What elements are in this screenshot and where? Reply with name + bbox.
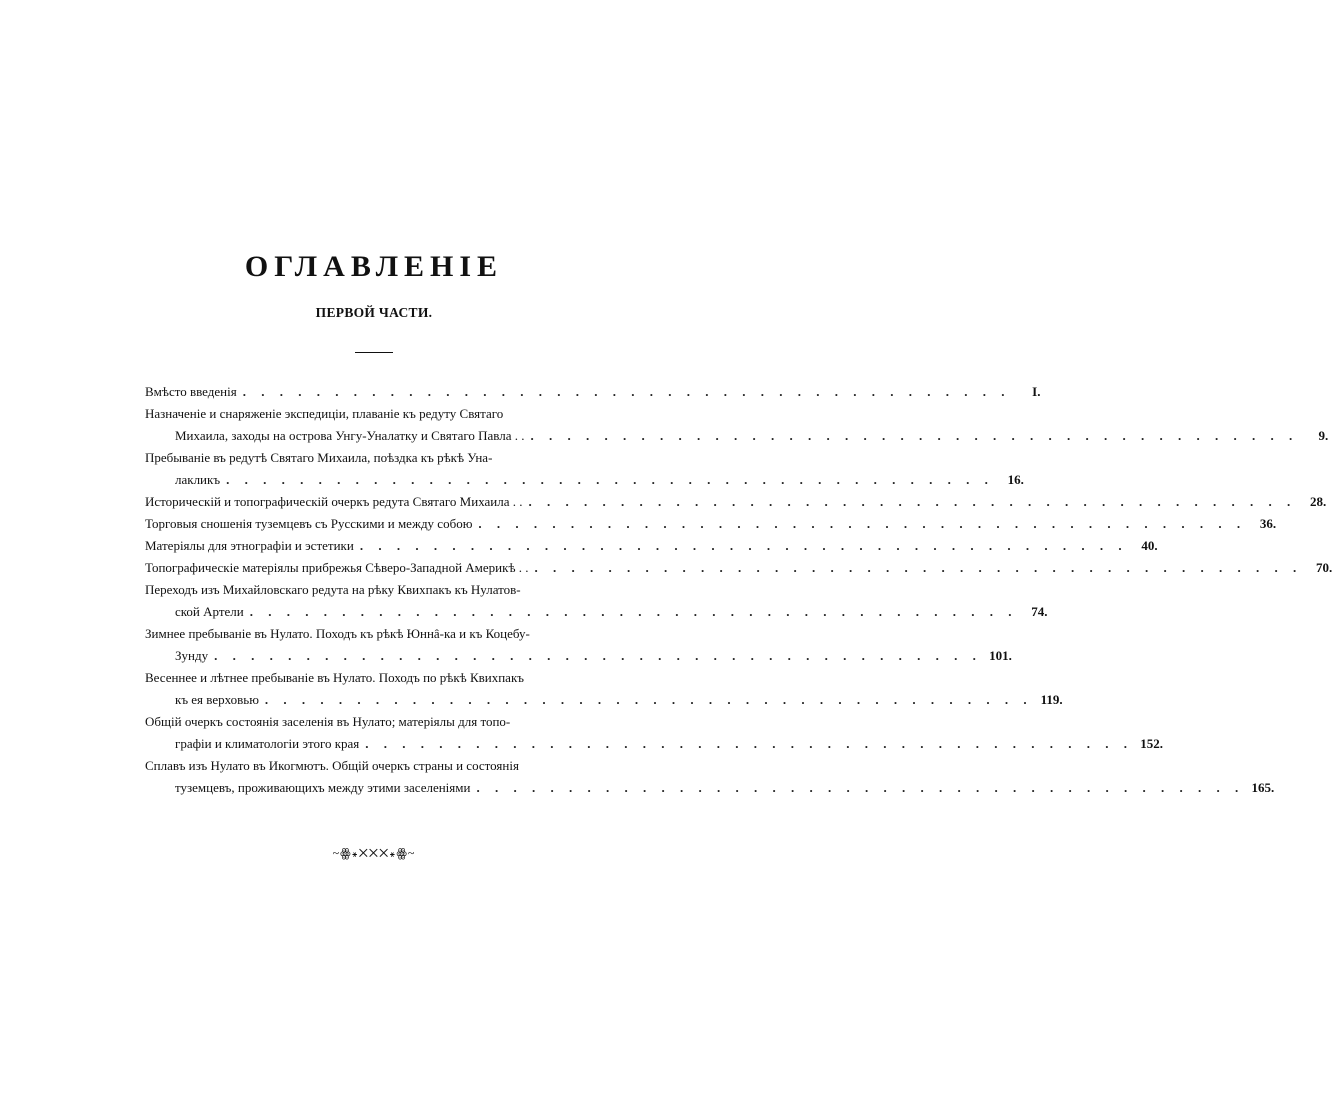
toc-entry-line	[145, 381, 1041, 403]
toc-entry	[145, 381, 1041, 403]
leader-dots: . . . . . . . . . . . . . . . . . . . . . . . . . . . . . . . . . . . . . . . . . .	[534, 560, 1303, 575]
toc-entry-text: Топографическіе матеріялы прибрежья Сѣверо-Западной Америкѣ . .	[145, 560, 529, 575]
toc-entry-line	[145, 403, 601, 425]
toc-page-number: 16.	[1007, 472, 1024, 487]
leader-dots: . . . . . . . . . . . . . . . . . . . . . . . . . . . . . . . . . . . . . . . . . .	[530, 428, 1299, 443]
toc-entry-text: Торговыя сношенія туземцевъ съ Русскими и между собою	[145, 516, 473, 531]
toc-entry-text: лакликъ	[175, 472, 221, 487]
toc-entry-text: Пребываніе въ редутѣ Святаго Михаила, поѣздка къ рѣкѣ Уна-	[145, 450, 493, 465]
leader-dots: . . . . . . . . . . . . . . . . . . . . . . . . . . . . . . . . . . . . . . . . . .	[242, 384, 1011, 399]
toc-entry-text: Переходъ изъ Михайловскаго редута на рѣку Квихпакъ къ Нулатов-	[145, 582, 521, 597]
toc-entry-text: туземцевъ, проживающихъ между этими заселеніями	[175, 780, 471, 795]
toc-entry-text: Общій очеркъ состоянія заселенія въ Нулато; матеріялы для топо-	[145, 714, 511, 729]
toc-entry	[145, 579, 1048, 623]
leader-dots: . . . . . . . . . . . . . . . . . . . . . . . . . . . . . . . . . . . . . . . . . .	[365, 736, 1134, 751]
toc-entry-line	[145, 447, 601, 469]
toc-entry-text: Назначеніе и снаряженіе экспедиціи, плаваніе къ редуту Святаго	[145, 406, 504, 421]
toc-entry-text: Историческій и топографическій очеркъ редута Святаго Михаила . .	[145, 494, 523, 509]
toc-page-number: 101.	[989, 648, 1012, 663]
toc-entry-line	[145, 535, 1158, 557]
toc-entry-line	[145, 425, 1329, 447]
toc-page-number: 28.	[1310, 494, 1327, 509]
toc-entry-line	[145, 777, 1275, 799]
toc-page-number: 119.	[1040, 692, 1063, 707]
toc-entry-line	[145, 711, 601, 733]
table-of-contents	[145, 381, 1332, 799]
toc-entry	[145, 557, 1332, 579]
toc-entry-line	[145, 491, 1327, 513]
toc-entry-line	[145, 557, 1332, 579]
toc-entry-line	[145, 469, 1024, 491]
page-subtitle: ПЕРВОЙ ЧАСТИ.	[315, 305, 433, 320]
toc-entry-line	[145, 601, 1048, 623]
toc-entry	[145, 491, 1327, 513]
toc-entry-text: Весеннее и лѣтнее пребываніе въ Нулато. Походъ по рѣкѣ Квихпакъ	[145, 670, 524, 685]
leader-dots: . . . . . . . . . . . . . . . . . . . . . . . . . . . . . . . . . . . . . . . . . .	[264, 692, 1033, 707]
toc-entry	[145, 755, 1275, 799]
toc-entry-text: Сплавъ изъ Нулато въ Икогмютъ. Общій очеркъ страны и состоянія	[145, 758, 519, 773]
toc-entry-line	[145, 645, 1012, 667]
toc-page-number: I.	[1032, 384, 1041, 399]
leader-dots: . . . . . . . . . . . . . . . . . . . . . . . . . . . . . . . . . . . . . . . . . .	[214, 648, 982, 663]
page-title: ОГЛАВЛЕНІЕ	[244, 250, 504, 283]
toc-entry	[145, 535, 1158, 557]
toc-entry-text: Зунду	[175, 648, 209, 663]
leader-dots: . . . . . . . . . . . . . . . . . . . . . . . . . . . . . . . . . . . . . . . . . .	[359, 538, 1128, 553]
toc-entry-line	[145, 755, 601, 777]
toc-page-number: 152.	[1140, 736, 1164, 751]
toc-entry-text: Матеріялы для этнографіи и эстетики	[145, 538, 354, 553]
leader-dots: . . . . . . . . . . . . . . . . . . . . . . . . . . . . . . . . . . . . . . . . . .	[226, 472, 994, 487]
toc-entry	[145, 447, 1024, 491]
toc-entry-line	[145, 689, 1063, 711]
toc-entry	[145, 711, 1164, 755]
leader-dots: . . . . . . . . . . . . . . . . . . . . . . . . . . . . . . . . . . . . . . . . . .	[528, 494, 1297, 509]
toc-entry-line	[145, 733, 1164, 755]
toc-entry-line	[145, 623, 601, 645]
toc-page-number: 70.	[1316, 560, 1332, 575]
toc-page-number: 165.	[1251, 780, 1275, 795]
toc-entry-line	[145, 579, 601, 601]
ornament-divider: ~ꙮ꘎✕✕✕꘎ꙮ~	[332, 846, 416, 860]
toc-page-number: 9.	[1318, 428, 1329, 443]
toc-entry-text: къ ея верховью	[175, 692, 259, 707]
toc-page-number: 74.	[1031, 604, 1048, 619]
toc-entry	[145, 403, 1329, 447]
toc-entry-text: Михаила, заходы на острова Унгу-Уналатку и Святаго Павла . .	[175, 428, 525, 443]
toc-entry-text: Вмѣсто введенія	[145, 384, 237, 399]
toc-entry-line	[145, 667, 601, 689]
toc-entry	[145, 623, 1012, 667]
toc-page-number: 36.	[1259, 516, 1277, 531]
title-rule-divider	[355, 352, 393, 353]
leader-dots: . . . . . . . . . . . . . . . . . . . . . . . . . . . . . . . . . . . . . . . . . .	[249, 604, 1018, 619]
leader-dots: . . . . . . . . . . . . . . . . . . . . . . . . . . . . . . . . . . . . . . . . . .	[478, 516, 1247, 531]
toc-entry-text: ской Артели	[175, 604, 244, 619]
toc-entry-text: графіи и климатологіи этого края	[175, 736, 360, 751]
toc-entry-text: Зимнее пребываніе въ Нулато. Походъ къ рѣкѣ Юннâ-ка и къ Коцебу-	[145, 626, 530, 641]
toc-page-number: 40.	[1141, 538, 1158, 553]
toc-entry	[145, 513, 1277, 535]
toc-entry	[145, 667, 1063, 711]
leader-dots: . . . . . . . . . . . . . . . . . . . . . . . . . . . . . . . . . . . . . . . . . .	[476, 780, 1245, 795]
toc-entry-line	[145, 513, 1277, 535]
